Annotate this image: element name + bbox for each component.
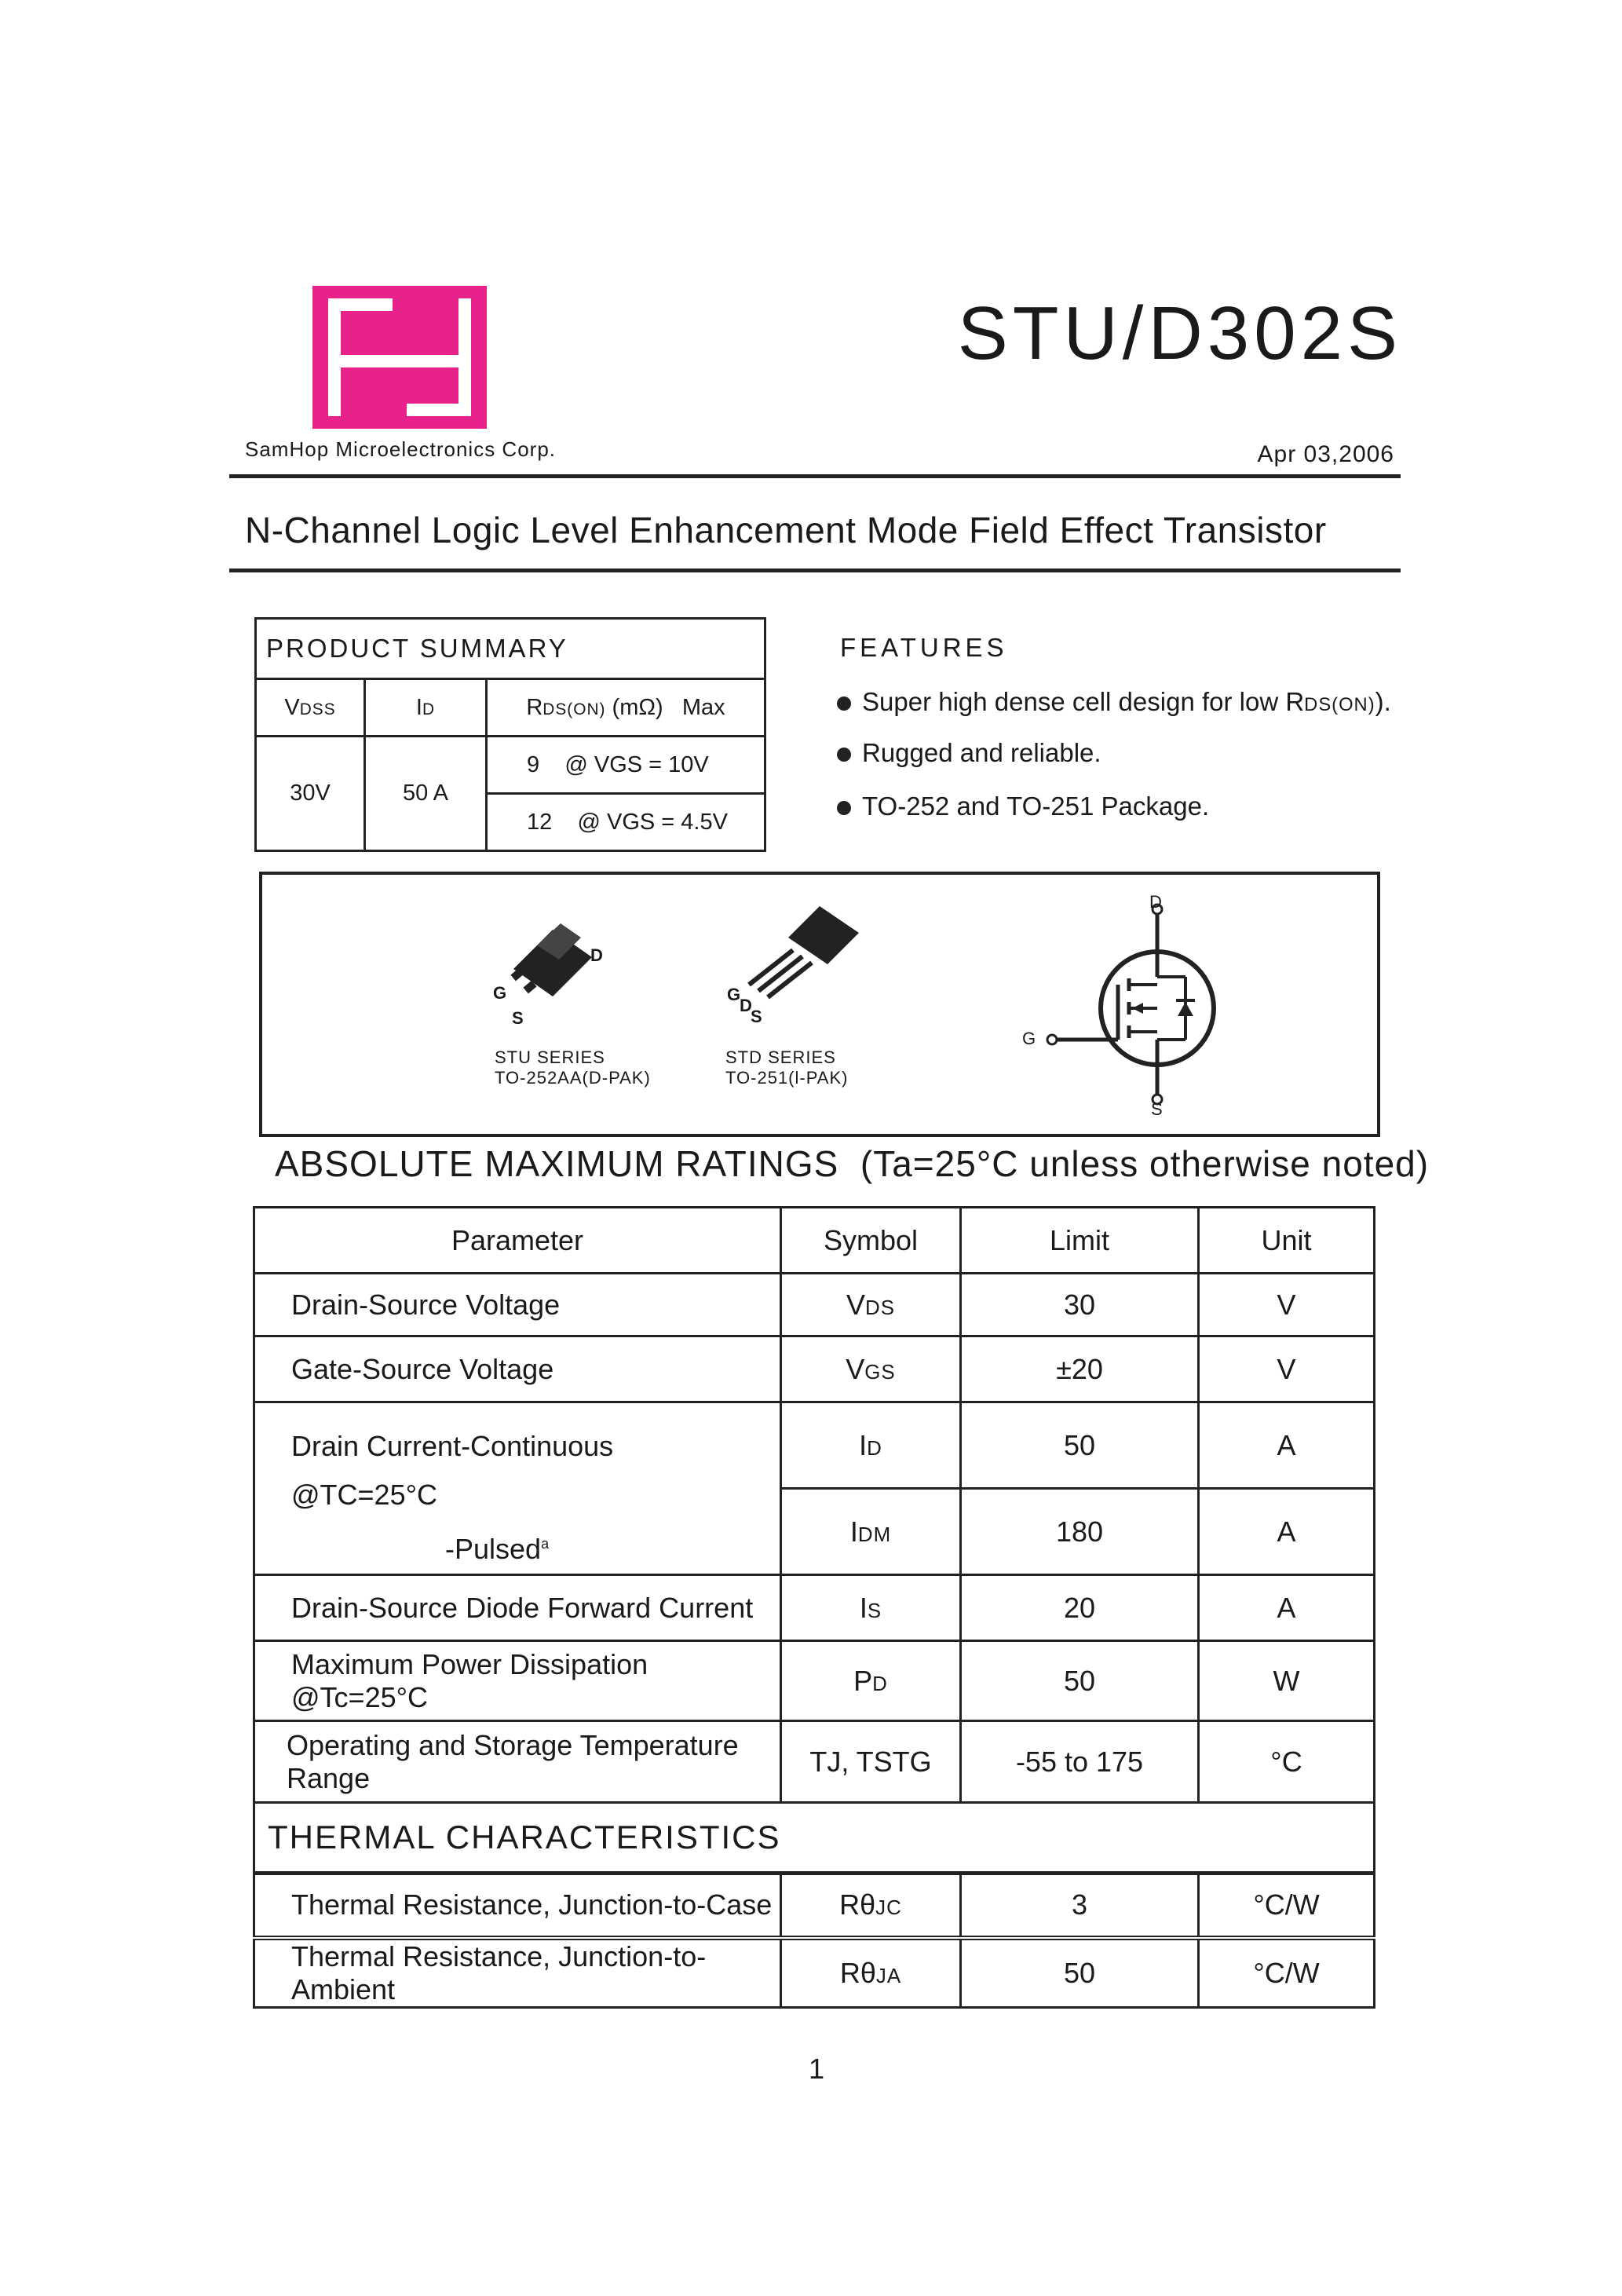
pin-s-label: S: [751, 1007, 762, 1026]
table-row: IDM 180 A: [254, 1489, 1375, 1575]
mosfet-g-label: G: [1022, 1029, 1036, 1048]
pin-g-label: G: [727, 985, 741, 1004]
feature-item: Super high dense cell design for low RDS(ON)).: [837, 687, 1391, 717]
header-rule: [229, 474, 1401, 478]
table-row: Maximum Power Dissipation @Tc=25°C PD 50 W: [254, 1641, 1375, 1721]
product-summary-table: [254, 617, 766, 852]
feature-item: Rugged and reliable.: [837, 738, 1101, 768]
subtitle-rule: [229, 569, 1401, 572]
table-row: Thermal Resistance, Junction-to-Case RθJC 3 °C/W: [254, 1874, 1375, 1938]
table-row: Drain Current-Continuous @TC=25°C -Pulsed$^a$ ID 50 A: [254, 1402, 1375, 1489]
pin-s-label: S: [512, 1008, 524, 1028]
bullet-icon: [837, 696, 851, 711]
feature-item: TO-252 and TO-251 Package.: [837, 792, 1209, 821]
std-series-label: STD SERIES TO-251(l-PAK): [725, 1047, 849, 1088]
document-date: Apr 03,2006: [1257, 441, 1394, 467]
pin-d-label: D: [740, 996, 752, 1015]
col-rds: RDS(ON) (mΩ) Max: [487, 679, 765, 737]
col-vdss: VDSS: [256, 679, 365, 737]
mosfet-s-label: S: [1151, 1099, 1163, 1119]
vdss-value: 30V: [256, 737, 365, 851]
product-summary-title: PRODUCT SUMMARY: [256, 619, 765, 679]
header-symbol: Symbol: [781, 1208, 961, 1274]
mosfet-d-label: D: [1149, 892, 1162, 912]
rds-row-1: 9 @ VGS = 10V: [487, 737, 765, 794]
page-number: 1: [809, 2053, 825, 2085]
abs-max-table: [253, 1206, 1375, 2009]
package-diagram-box: [259, 872, 1380, 1137]
bullet-icon: [837, 801, 851, 815]
table-row: Operating and Storage Temperature Range TJ, TSTG -55 to 175 °C: [254, 1721, 1375, 1803]
mosfet-symbol-icon: [1032, 890, 1251, 1110]
features-title: FEATURES: [840, 633, 1008, 662]
document-subtitle: N-Channel Logic Level Enhancement Mode Field Effect Transistor: [245, 510, 1327, 550]
pin-g-label: G: [493, 983, 507, 1003]
pin-d-label: D: [590, 945, 603, 965]
table-row: Thermal Resistance, Junction-to-Ambient RθJA 50 °C/W: [254, 1938, 1375, 2008]
header-parameter: Parameter: [254, 1208, 781, 1274]
part-number: STU/D302S: [957, 291, 1402, 375]
thermal-title: THERMAL CHARACTERISTICS: [254, 1803, 1375, 1874]
header-unit: Unit: [1199, 1208, 1375, 1274]
bullet-icon: [837, 748, 851, 762]
table-row: Gate-Source Voltage VGS ±20 V: [254, 1336, 1375, 1402]
table-row: Drain-Source Voltage VDS 30 V: [254, 1274, 1375, 1336]
header-limit: Limit: [961, 1208, 1199, 1274]
table-row: Drain-Source Diode Forward Current IS 20 A: [254, 1575, 1375, 1641]
id-value: 50 A: [365, 737, 487, 851]
col-id: ID: [365, 679, 487, 737]
company-name: SamHop Microelectronics Corp.: [245, 437, 557, 461]
samhop-logo: [312, 286, 487, 429]
stu-series-label: STU SERIES TO-252AA(D-PAK): [495, 1047, 651, 1088]
abs-max-title: ABSOLUTE MAXIMUM RATINGS (Ta=25°C unless otherwise noted): [275, 1143, 1430, 1184]
rds-row-2: 12 @ VGS = 4.5V: [487, 794, 765, 851]
